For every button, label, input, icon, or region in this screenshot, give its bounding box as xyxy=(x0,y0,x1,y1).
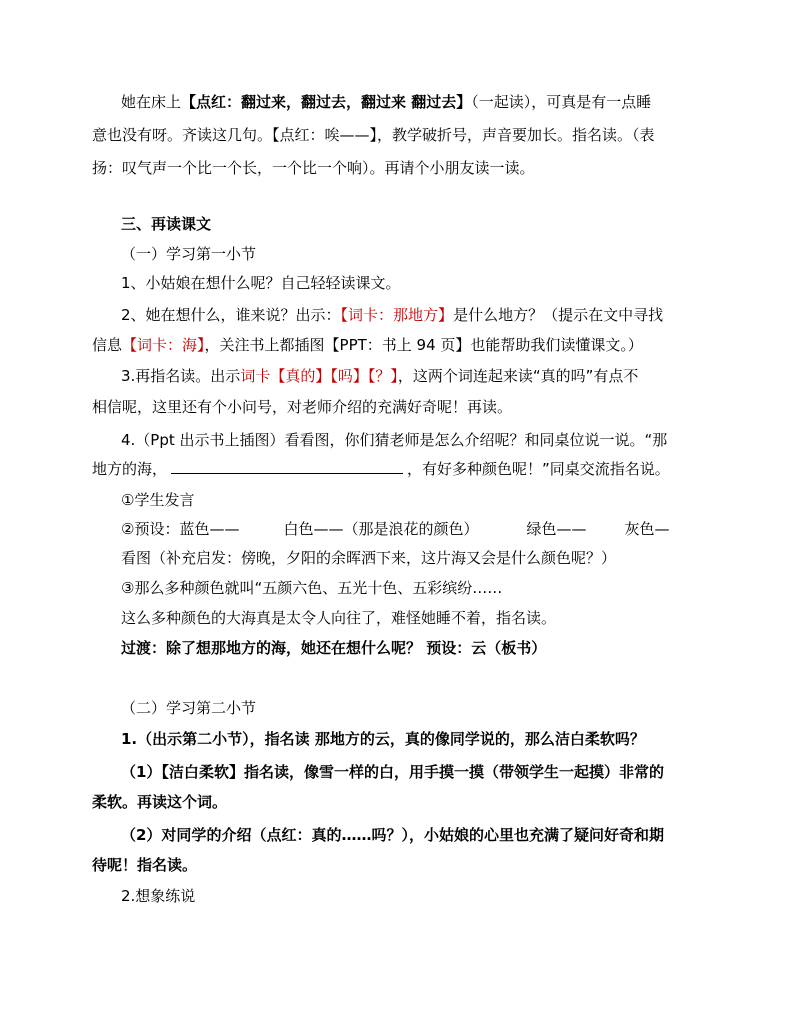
list-item: ②预设：蓝色—— 白色——（那是浪花的颜色） 绿色—— 灰色— xyxy=(121,520,670,538)
subsection-heading: （一）学习第一小节 xyxy=(121,245,257,263)
paragraph-line: 相信呢，这里还有个小问号，对老师介绍的充满好奇呢！再读。 xyxy=(92,398,513,416)
subsection-heading: （二）学习第二小节 xyxy=(121,699,257,717)
paragraph-line: 柔软。再读这个词。 xyxy=(92,793,228,811)
list-item: ①学生发言 xyxy=(121,491,195,509)
paragraph-line: 地方的海， ，有好多种颜色呢！”同桌交流指名说。 xyxy=(92,460,670,478)
list-item: ③那么多种颜色就叫“五颜六色、五光十色、五彩缤纷…… xyxy=(121,579,503,597)
paragraph-line: 1.（出示第二小节），指名读 那地方的云，真的像同学说的，那么洁白柔软吗？ xyxy=(121,730,645,748)
paragraph-line: 2.想象练说 xyxy=(121,887,196,905)
transition-line: 过渡：除了想那地方的海，她还在想什么呢？ 预设：云（板书） xyxy=(121,639,547,657)
paragraph-line: （2）对同学的介绍（点红：真的……吗？），小姑娘的心里也充满了疑问好奇和期 xyxy=(121,826,664,844)
paragraph-line: 扬：叹气声一个比一个长，一个比一个响）。再请个小朋友读一读。 xyxy=(92,159,535,177)
paragraph-line: 信息【词卡：海】，关注书上都插图【PPT：书上 94 页】也能帮助我们读懂课文。） xyxy=(92,336,643,354)
paragraph-line: （1）【洁白柔软】指名读，像雪一样的白，用手摸一摸（带领学生一起摸）非常的 xyxy=(121,763,664,781)
paragraph-line: 3.再指名读。出示词卡【真的】【吗】【？】，这两个词连起来读“真的吗”有点不 xyxy=(121,367,639,385)
word-card-highlight: 【词卡：那地方】 xyxy=(340,306,454,324)
word-card-highlight: 【词卡：海】 xyxy=(122,336,205,354)
paragraph-line: 意也没有呀。齐读这几句。【点红：唉——】，教学破折号，声音要加长。指名读。（表 xyxy=(92,126,655,144)
fill-in-blank xyxy=(171,459,403,474)
list-item: 看图（补充启发：傍晚，夕阳的余晖洒下来，这片海又会是什么颜色呢？） xyxy=(121,549,617,567)
paragraph-line: 她在床上【点红：翻过来，翻过去，翻过来 翻过去】（一起读），可真是有一点睡 xyxy=(121,93,652,111)
section-heading: 三、再读课文 xyxy=(121,215,212,233)
paragraph-line: 2、她在想什么，谁来说？出示：【词卡：那地方】是什么地方？（提示在文中寻找 xyxy=(121,306,664,324)
word-card-highlight: 词卡【真的】【吗】【？】 xyxy=(240,367,398,385)
paragraph-line: 4.（Ppt 出示书上插图）看看图，你们猜老师是怎么介绍呢？和同桌位说一说。“那 xyxy=(121,431,668,449)
paragraph-line: 1、小姑娘在想什么呢？自己轻轻读课文。 xyxy=(121,274,401,292)
paragraph-line: 待呢！指名读。 xyxy=(92,856,198,874)
paragraph-line: 这么多种颜色的大海真是太令人向往了，难怪她睡不着，指名读。 xyxy=(121,609,557,627)
